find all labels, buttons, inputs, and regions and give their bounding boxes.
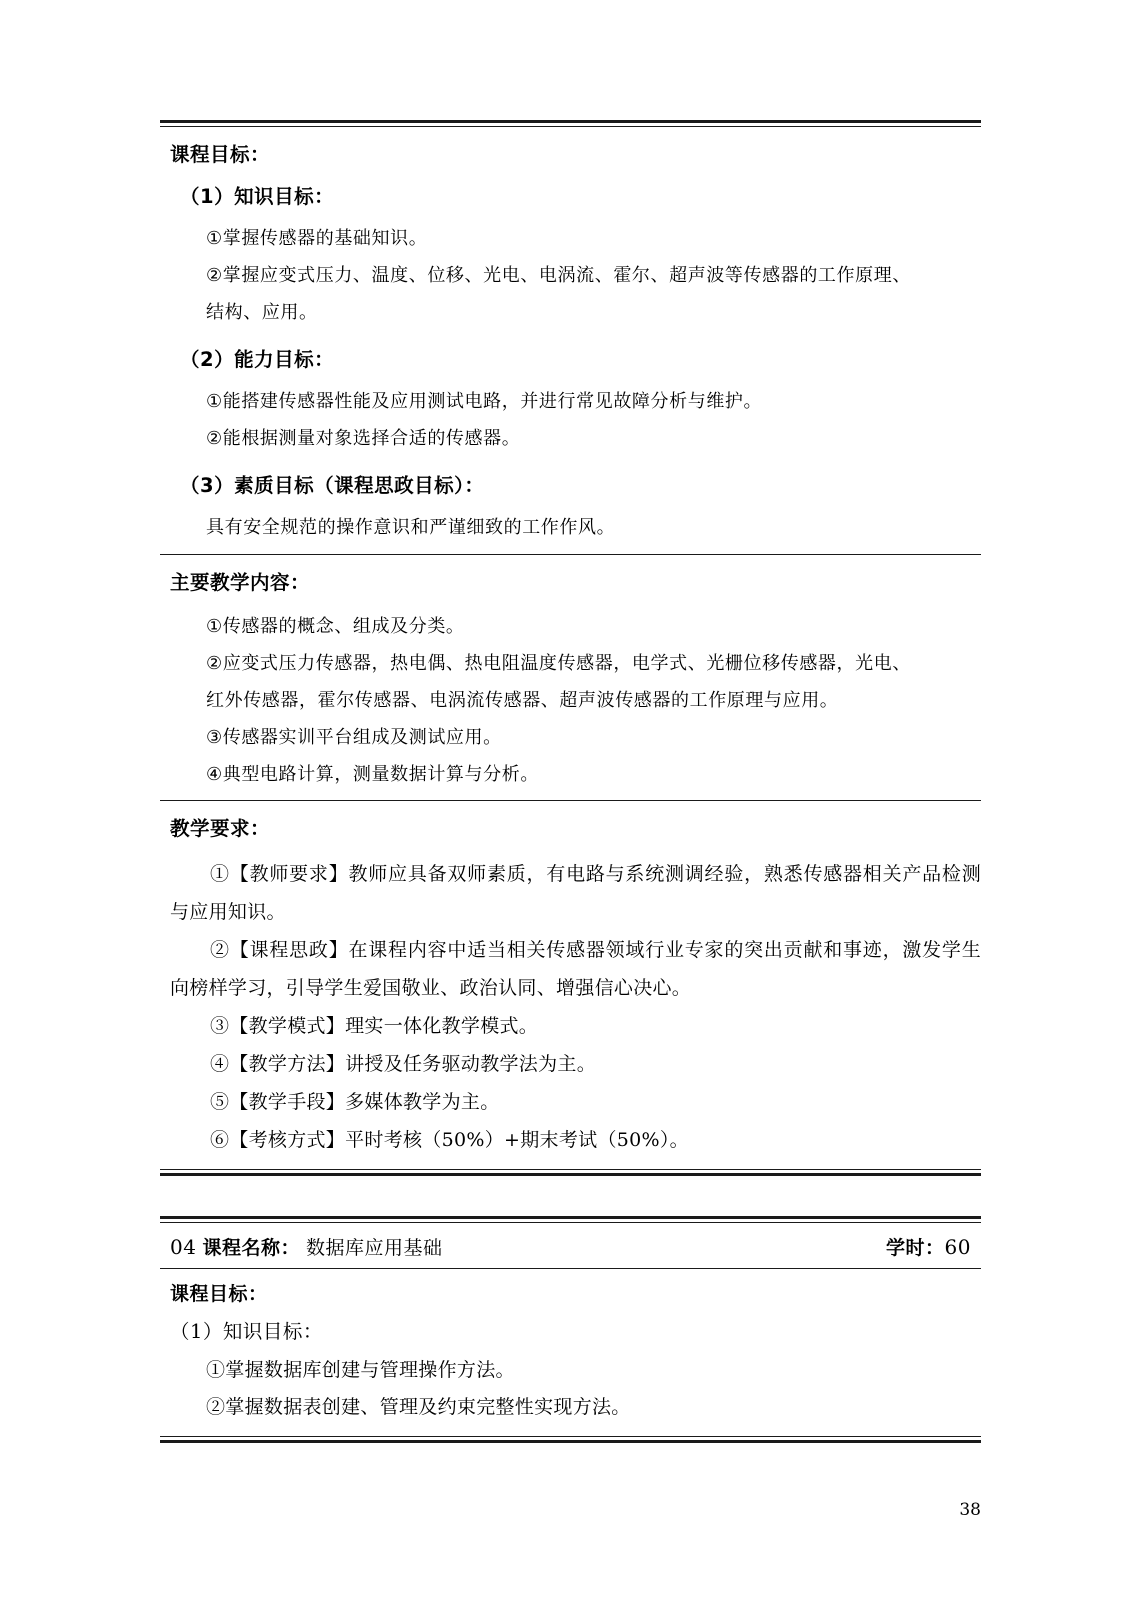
section-divider-rule	[160, 554, 981, 555]
course-hours-group	[886, 1233, 971, 1260]
ability-item: ②能根据测量对象选择合适的传感器。	[206, 428, 521, 450]
course-name-label: 课程名称：	[202, 1237, 300, 1260]
requirement-item: ④【教学方法】讲授及任务驱动教学法为主。	[210, 1053, 597, 1076]
main-content-heading: 主要教学内容：	[170, 570, 311, 594]
second-course-objectives-heading: 课程目标：	[170, 1283, 268, 1306]
course-number: 04	[170, 1235, 197, 1260]
section-divider-rule	[160, 800, 981, 801]
requirement-item: ③【教学模式】理实一体化教学模式。	[210, 1015, 539, 1038]
course-hours-value: 60	[944, 1235, 971, 1260]
content-item: ④典型电路计算，测量数据计算与分析。	[206, 763, 539, 785]
content-item: ③传感器实训平台组成及测试应用。	[206, 726, 502, 748]
quality-objectives-heading: （3）素质目标（课程思政目标）：	[180, 474, 485, 498]
course-header-divider-rule	[160, 1268, 981, 1269]
second-section-bottom-double-rule	[160, 1436, 981, 1443]
course-objectives-heading: 课程目标：	[170, 143, 271, 166]
top-double-rule	[160, 120, 981, 127]
requirement-item: ②【课程思政】在课程内容中适当相关传感器领域行业专家的突出贡献和事迹，激发学生向榜样学习，引导学生爱国敬业、政治认同、增强信心决心。	[170, 939, 981, 1000]
requirement-item: ①【教师要求】教师应具备双师素质，有电路与系统测调经验，熟悉传感器相关产品检测与应用知识。	[170, 863, 981, 924]
requirement-item: ⑤【教学手段】多媒体教学为主。	[210, 1091, 500, 1114]
course-hours-label: 学时：	[886, 1237, 945, 1260]
second-section-top-double-rule	[160, 1216, 981, 1223]
second-knowledge-objectives-heading: （1）知识目标：	[170, 1320, 323, 1344]
second-knowledge-item: ①掌握数据库创建与管理操作方法。	[206, 1359, 515, 1382]
content-item: ①传感器的概念、组成及分类。	[206, 615, 465, 637]
ability-objectives-heading: （2）能力目标：	[180, 348, 335, 372]
requirement-item: ⑥【考核方式】平时考核（50%）+期末考试（50%）。	[210, 1129, 689, 1152]
content-item-continuation: 红外传感器，霍尔传感器、电涡流传感器、超声波传感器的工作原理与应用。	[206, 689, 839, 711]
knowledge-item-continuation: 结构、应用。	[206, 302, 318, 324]
course-header-row	[170, 1233, 981, 1260]
ability-item: ①能搭建传感器性能及应用测试电路，并进行常见故障分析与维护。	[206, 391, 763, 413]
page-number: 38	[959, 1500, 981, 1520]
course-name-value: 数据库应用基础	[305, 1237, 443, 1260]
knowledge-objectives-heading: （1）知识目标：	[180, 185, 335, 208]
teaching-requirements-heading: 教学要求：	[170, 817, 271, 841]
quality-item: 具有安全规范的操作意识和严谨细致的工作作风。	[206, 517, 616, 539]
content-item: ②应变式压力传感器，热电偶、热电阻温度传感器，电学式、光栅位移传感器，光电、	[206, 652, 911, 674]
section-bottom-double-rule	[160, 1169, 981, 1176]
knowledge-item: ①掌握传感器的基础知识。	[206, 228, 428, 249]
second-knowledge-item: ②掌握数据表创建、管理及约束完整性实现方法。	[206, 1396, 631, 1419]
course-title-group	[170, 1233, 442, 1260]
knowledge-item: ②掌握应变式压力、温度、位移、光电、电涡流、霍尔、超声波等传感器的工作原理、	[206, 265, 911, 287]
